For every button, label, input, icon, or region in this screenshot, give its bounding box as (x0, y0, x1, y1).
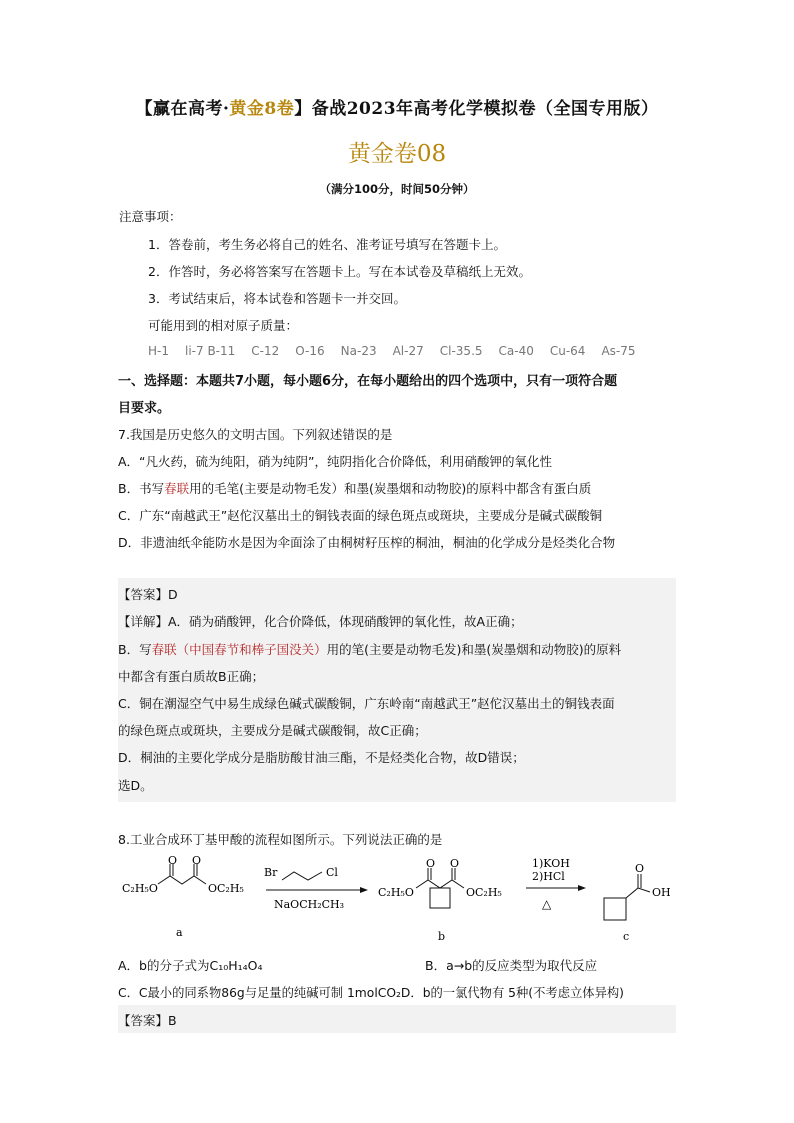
q7-option-b-pre: B．书写 (118, 481, 165, 496)
mass-item: Na-23 (340, 344, 377, 358)
compound-a (158, 864, 206, 884)
title-gold: 黄金8卷 (229, 99, 295, 119)
q8-answer-box (118, 1005, 676, 1033)
q7-detail-2-post: 用的笔(主要是动物毛发)和墨(炭墨烟和动物胶)的原料 (326, 642, 622, 657)
q7-detail-2 (118, 640, 621, 658)
masses-label: 可能用到的相对原子质量： (148, 318, 299, 333)
a-carbonyl-o1: O (168, 854, 178, 867)
q7-detail-2-pre: B．写 (118, 642, 152, 657)
arrow-1-head-icon (360, 887, 368, 893)
reagent2-hcl: 2)HCl (532, 870, 565, 883)
section-heading-line1: 一、选择题：本题共7小题，每小题6分，在每小题给出的四个选项中，只有一项符合题 (118, 374, 618, 389)
section-heading-line2: 目要求。 (118, 401, 171, 416)
q8-answer: 【答案】B (118, 1013, 177, 1028)
q7-option-d: D．非遗油纸伞能防水是因为伞面涂了由桐树籽压榨的桐油，桐油的化学成分是烃类化合物 (118, 535, 616, 550)
mass-item: As-75 (601, 344, 636, 358)
a-label: a (176, 926, 183, 939)
reagent1-base: NaOCH₂CH₃ (274, 898, 345, 911)
a-right-group: OC₂H₅ (208, 882, 244, 895)
reagent2-heat: △ (542, 897, 552, 911)
q7-detail-7: 选D。 (118, 778, 153, 793)
mass-item: C-12 (251, 344, 280, 358)
b-carbonyl-o1: O (426, 857, 436, 870)
mass-item: Cu-64 (549, 344, 586, 358)
q7-detail-4: C．铜在潮湿空气中易生成绿色碱式碳酸铜，广东岭南“南越武王”赵佗汉墓出土的铜钱表面 (118, 696, 615, 711)
mass-item: H-1 (148, 344, 169, 358)
q7-option-a: A．“凡火药，硫为纯阳，硝为纯阴”，纯阴指化合价降低，利用硝酸钾的氧化性 (118, 454, 553, 469)
reagent1-chain (282, 872, 322, 880)
mass-item: Cl-35.5 (439, 344, 483, 358)
q7-detail-2-highlight: 春联（中国春节和棒子国没关） (151, 642, 327, 657)
q8-option-b: B．a→b的反应类型为取代反应 (425, 958, 598, 973)
q7-option-c: C．广东“南越武王”赵佗汉墓出土的铜钱表面的绿色斑点或斑块，主要成分是碱式碳酸铜 (118, 508, 603, 523)
c-label: c (623, 930, 630, 943)
reaction-scheme-diagram (118, 852, 688, 944)
mass-item: Al-27 (392, 344, 424, 358)
c-carbonyl-o: O (635, 862, 645, 875)
exam-meta: （满分100分，时间50分钟） (319, 182, 475, 196)
title-prefix: 【赢在高考· (135, 99, 230, 119)
q7-detail-1: 【详解】A．硝为硝酸钾，化合价降低，体现硝酸钾的氧化性，故A正确； (118, 614, 523, 629)
compound-c (604, 874, 650, 920)
q7-answer: 【答案】D (118, 587, 178, 602)
q8-option-a: A．b的分子式为C₁₀H₁₄O₄ (118, 958, 263, 973)
q7-option-b-post: 用的毛笔(主要是动物毛发）和墨(炭墨烟和动物胶)的原料中都含有蛋白质 (189, 481, 592, 496)
title-suffix: 】备战2023年高考化学模拟卷（全国专用版） (294, 99, 659, 119)
q7-option-b (118, 479, 591, 497)
reagent1-br: Br (264, 866, 278, 879)
paper-subtitle: 黄金卷08 (347, 141, 447, 167)
reagent1-cl: Cl (326, 866, 338, 879)
b-label: b (438, 930, 446, 943)
compound-b (416, 868, 464, 908)
arrow-2-head-icon (578, 885, 586, 891)
b-carbonyl-o2: O (450, 857, 460, 870)
q7-detail-5: 的绿色斑点或斑块，主要成分是碱式碳酸铜，故C正确； (118, 723, 427, 738)
a-carbonyl-o2: O (192, 854, 202, 867)
q8-option-cd: C．C最小的同系物86g与足量的纯碱可制 1molCO₂D．b的一氯代物有 5种(不考虑立体异构) (118, 986, 624, 1000)
notes-heading: 注意事项： (119, 209, 182, 224)
c-hydroxyl: OH (652, 886, 671, 899)
atomic-masses (148, 344, 652, 358)
q7-detail-3: 中都含有蛋白质故B正确； (118, 669, 265, 684)
note-item-3: 3．考试结束后，将本试卷和答题卡一并交回。 (148, 291, 406, 306)
mass-item: O-16 (295, 344, 325, 358)
q8-stem: 8.工业合成环丁基甲酸的流程如图所示。下列说法正确的是 (118, 832, 443, 847)
document-title (0, 94, 794, 119)
q7-stem: 7.我国是历史悠久的文明古国。下列叙述错误的是 (118, 427, 393, 442)
mass-item: Ca-40 (498, 344, 534, 358)
q7-detail-6: D．桐油的主要化学成分是脂肪酸甘油三酯，不是烃类化合物，故D错误； (118, 750, 525, 765)
note-item-2: 2．作答时，务必将答案写在答题卡上。写在本试卷及草稿纸上无效。 (148, 264, 531, 279)
b-left-group: C₂H₅O (378, 886, 414, 899)
a-left-group: C₂H₅O (122, 882, 158, 895)
b-right-group: OC₂H₅ (466, 886, 502, 899)
note-item-1: 1．答卷前，考生务必将自己的姓名、准考证号填写在答题卡上。 (148, 237, 506, 252)
mass-item: li-7 B-11 (185, 344, 236, 358)
q7-option-b-highlight: 春联 (164, 481, 190, 496)
reagent2-koh: 1)KOH (532, 857, 570, 870)
